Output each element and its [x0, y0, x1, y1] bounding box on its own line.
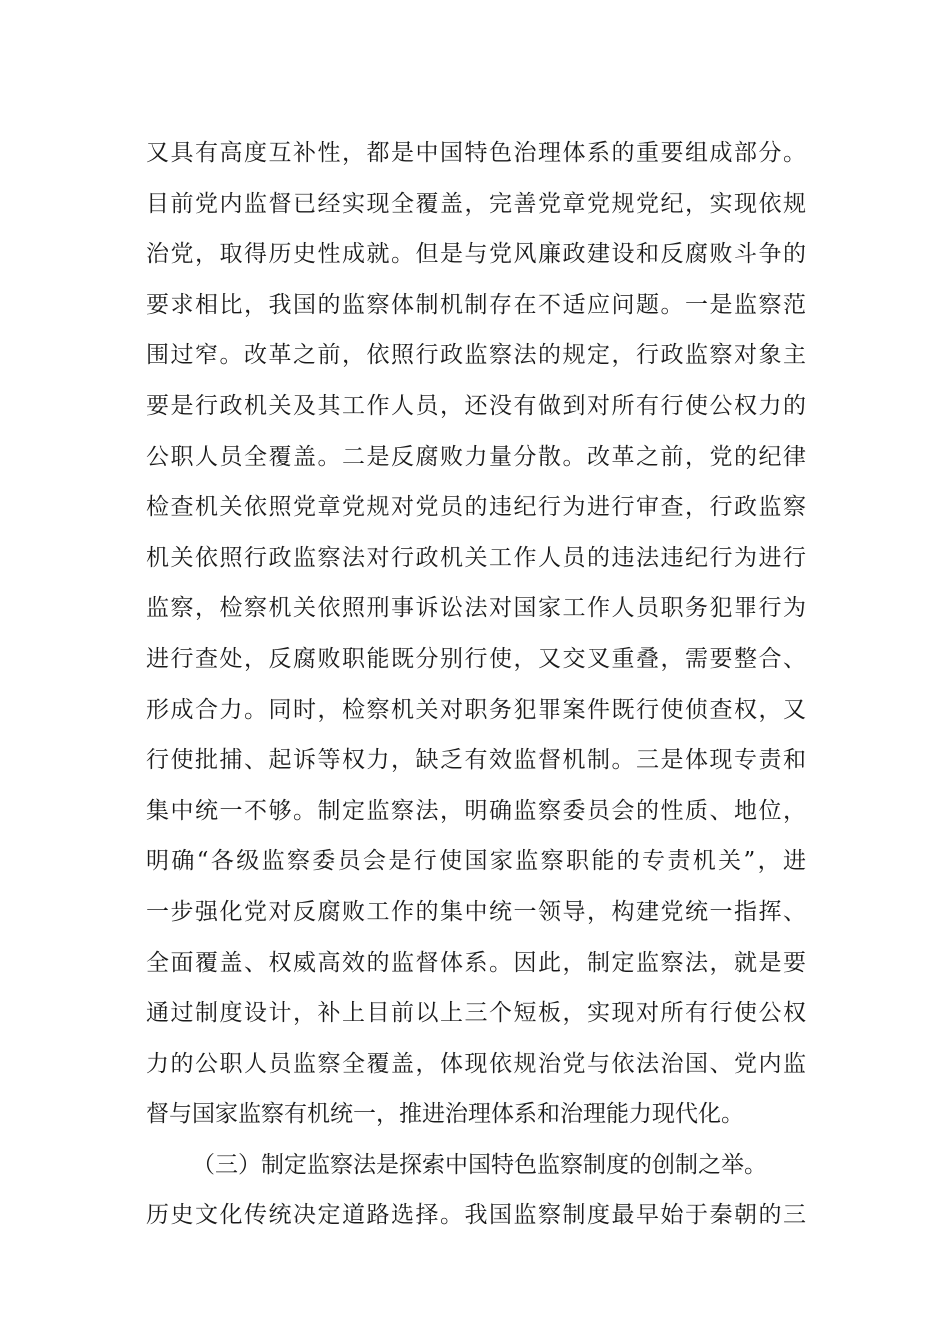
text-line: 明确“各级监察委员会是行使国家监察职能的专责机关”，进	[146, 848, 806, 875]
text-line: 历史文化传统决定道路选择。我国监察制度最早始于秦朝的三	[146, 1202, 806, 1229]
text-line: 力的公职人员监察全覆盖，体现依规治党与依法治国、党内监	[146, 1050, 806, 1077]
text-line: 治党，取得历史性成就。但是与党风廉政建设和反腐败斗争的	[146, 241, 806, 268]
text-line: 监察，检察机关依照刑事诉讼法对国家工作人员职务犯罪行为	[146, 595, 806, 622]
text-line: 公职人员全覆盖。二是反腐败力量分散。改革之前，党的纪律	[146, 443, 806, 470]
text-line: 又具有高度互补性，都是中国特色治理体系的重要组成部分。	[146, 140, 806, 166]
text-line: 要求相比，我国的监察体制机制存在不适应问题。一是监察范	[146, 291, 806, 318]
body-text	[146, 128, 806, 1241]
text-line: 督与国家监察有机统一，推进治理体系和治理能力现代化。	[146, 1101, 744, 1128]
text-line: 检查机关依照党章党规对党员的违纪行为进行审查，行政监察	[146, 494, 806, 521]
text-line: 机关依照行政监察法对行政机关工作人员的违法违纪行为进行	[146, 544, 806, 571]
text-line: 行使批捕、起诉等权力，缺乏有效监督机制。三是体现专责和	[146, 747, 806, 774]
text-line: 围过窄。改革之前，依照行政监察法的规定，行政监察对象主	[146, 342, 806, 369]
text-line: 全面覆盖、权威高效的监督体系。因此，制定监察法，就是要	[146, 949, 806, 976]
text-line: 形成合力。同时，检察机关对职务犯罪案件既行使侦查权，又	[146, 696, 806, 723]
text-line: 集中统一不够。制定监察法，明确监察委员会的性质、地位，	[146, 797, 806, 824]
text-line: 进行查处，反腐败职能既分别行使，又交叉重叠，需要整合、	[146, 645, 806, 672]
text-line: 目前党内监督已经实现全覆盖，完善党章党规党纪，实现依规	[146, 190, 806, 217]
text-line: 要是行政机关及其工作人员，还没有做到对所有行使公权力的	[146, 392, 806, 419]
text-line: 一步强化党对反腐败工作的集中统一领导，构建党统一指挥、	[146, 898, 806, 925]
section-heading: （三）制定监察法是探索中国特色监察制度的创制之举。	[192, 1151, 767, 1178]
text-line: 通过制度设计，补上目前以上三个短板，实现对所有行使公权	[146, 1000, 806, 1027]
